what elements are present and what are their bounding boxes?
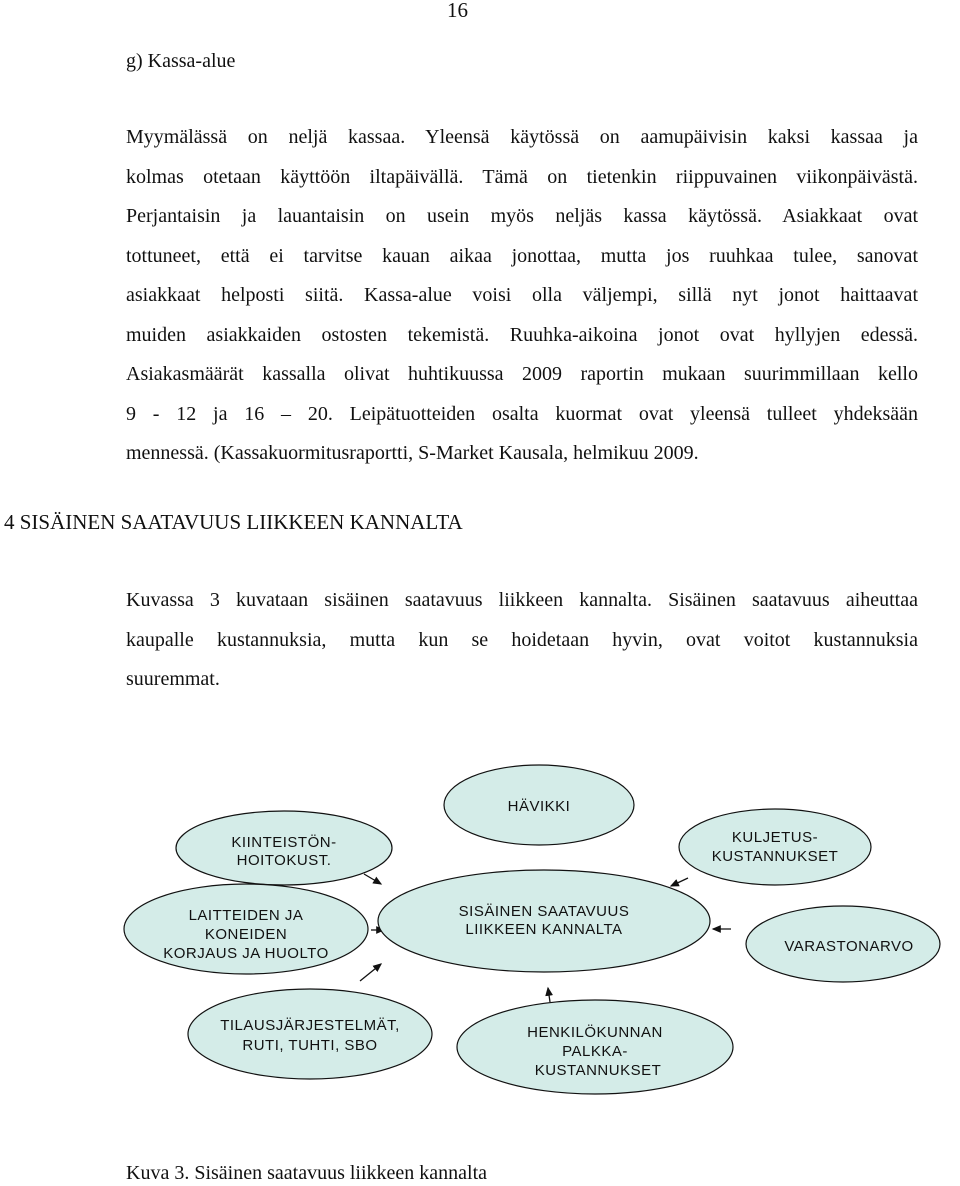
node-label: KUSTANNUKSET [534, 1062, 662, 1079]
node-label: LIIKKEEN KANNALTA [465, 921, 623, 938]
text-line: Asiakasmäärät kassalla olivat huhtikuussa 2009 raportin mukaan suurimmillaan kello [126, 363, 918, 385]
text-line: 9 - 12 ja 16 – 20. Leipätuotteiden osalta kuormat ovat yleensä tulleet yhdeksään [126, 402, 918, 425]
arrow [360, 964, 381, 981]
node-label: TILAUSJÄRJESTELMÄT, [220, 1017, 400, 1034]
text-line: suuremmat. [126, 668, 220, 690]
node-tilaus [188, 989, 432, 1079]
node-label: KULJETUS- [731, 829, 819, 846]
node-label: HOITOKUST. [236, 852, 332, 869]
text-line: Myymälässä on neljä kassaa. Yleensä käytössä on aamupäivisin kaksi kassaa ja [126, 126, 918, 148]
text-line: asiakkaat helposti siitä. Kassa-alue voisi olla väljempi, sillä nyt jonot haittaavat [126, 284, 918, 306]
text-line: Perjantaisin ja lauantaisin on usein myös neljäs kassa käytössä. Asiakkaat ovat [126, 205, 918, 227]
subsection-title: g) Kassa-alue [126, 50, 236, 72]
node-henkilo [457, 1000, 733, 1094]
node-center [378, 870, 710, 972]
node-label: KORJAUS JA HUOLTO [163, 945, 329, 962]
page-number: 16 [447, 0, 468, 22]
text-line: Kuvassa 3 kuvataan sisäinen saatavuus liikkeen kannalta. Sisäinen saatavuus aiheuttaa [126, 589, 918, 611]
text-line: kolmas otetaan käyttöön iltapäivällä. Tämä on tietenkin riippuvainen viikonpäivästä. [126, 165, 918, 188]
arrow [364, 874, 381, 884]
arrow [671, 878, 688, 886]
node-varasto [746, 906, 940, 982]
node-label: HÄVIKKI [507, 798, 571, 815]
node-laitteet [124, 884, 368, 974]
text-line: mennessä. (Kassakuormitusraportti, S-Market Kausala, helmikuu 2009. [126, 442, 699, 464]
arrow [548, 988, 550, 1002]
node-label: PALKKA- [562, 1043, 628, 1060]
text-line: kaupalle kustannuksia, mutta kun se hoidetaan hyvin, ovat voitot kustannuksia [126, 628, 918, 651]
node-label: HENKILÖKUNNAN [527, 1024, 663, 1041]
node-label: SISÄINEN SAATAVUUS [458, 903, 630, 920]
section-heading: 4 SISÄINEN SAATAVUUS LIIKKEEN KANNALTA [4, 510, 463, 534]
node-shape [188, 989, 432, 1079]
node-shape [679, 809, 871, 885]
node-label: VARASTONARVO [784, 938, 914, 955]
node-label: LAITTEIDEN JA [188, 907, 304, 924]
node-label: KUSTANNUKSET [711, 848, 839, 865]
node-kiinteisto [176, 811, 392, 885]
node-kuljetus [679, 809, 871, 885]
node-label: KONEIDEN [204, 926, 288, 943]
node-label: RUTI, TUHTI, SBO [242, 1037, 378, 1054]
text-line: tottuneet, että ei tarvitse kauan aikaa jonottaa, mutta jos ruuhkaa tulee, sanovat [126, 244, 918, 267]
node-label: KIINTEISTÖN- [231, 834, 337, 851]
text-line: muiden asiakkaiden ostosten tekemistä. Ruuhka-aikoina jonot ovat hyllyjen edessä. [126, 323, 918, 346]
figure-caption: Kuva 3. Sisäinen saatavuus liikkeen kannalta [126, 1162, 488, 1184]
node-havikki [444, 765, 634, 845]
